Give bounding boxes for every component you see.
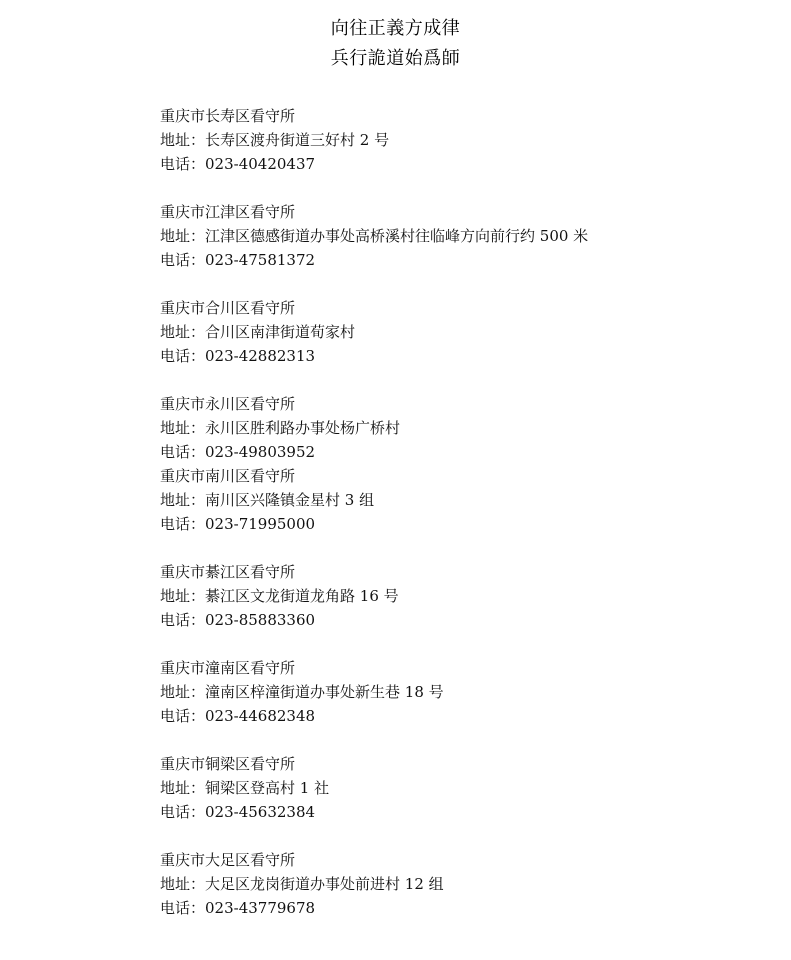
entry-name: 重庆市合川区看守所 (160, 299, 296, 317)
entry-qijiang (160, 560, 760, 632)
header-line-2: 兵行詭道始爲師 (330, 48, 461, 69)
entry-address: 地址：大足区龙岗街道办事处前进村 12 组 (160, 875, 444, 893)
entry-phone: 电话：023-71995000 (160, 515, 316, 533)
entry-jiangjin (160, 200, 760, 272)
entry-name: 重庆市南川区看守所 (160, 467, 296, 485)
header-line-1: 向往正義方成律 (330, 18, 461, 39)
entry-phone: 电话：023-43779678 (160, 899, 316, 917)
entry-phone: 电话：023-49803952 (160, 443, 316, 461)
entry-address: 地址：永川区胜利路办事处杨广桥村 (160, 419, 401, 437)
entry-name: 重庆市大足区看守所 (160, 851, 296, 869)
entry-tongnan (160, 656, 760, 728)
entry-address: 地址：綦江区文龙街道龙角路 16 号 (160, 587, 399, 605)
entry-yongchuan (160, 392, 760, 464)
entry-changshou (160, 104, 760, 176)
entry-address: 地址：长寿区渡舟街道三好村 2 号 (160, 131, 390, 149)
entry-phone: 电话：023-40420437 (160, 155, 316, 173)
entry-address: 地址：江津区德感街道办事处高桥溪村往临峰方向前行约 500 米 (160, 227, 589, 245)
entry-address: 地址：合川区南津街道荀家村 (160, 323, 356, 341)
entry-tongliang (160, 752, 760, 824)
entry-address: 地址：铜梁区登高村 1 社 (160, 779, 330, 797)
entry-phone: 电话：023-47581372 (160, 251, 316, 269)
entry-address: 地址：潼南区梓潼街道办事处新生巷 18 号 (160, 683, 444, 701)
entry-nanchuan (160, 464, 760, 536)
entry-phone: 电话：023-45632384 (160, 803, 316, 821)
entry-dazu (160, 848, 760, 920)
entry-name: 重庆市铜梁区看守所 (160, 755, 296, 773)
entry-name: 重庆市长寿区看守所 (160, 107, 296, 125)
entry-name: 重庆市江津区看守所 (160, 203, 296, 221)
entry-name: 重庆市綦江区看守所 (160, 563, 296, 581)
entry-name: 重庆市潼南区看守所 (160, 659, 296, 677)
entry-name: 重庆市永川区看守所 (160, 395, 296, 413)
document-header (0, 14, 791, 74)
entry-phone: 电话：023-85883360 (160, 611, 316, 629)
entry-phone: 电话：023-42882313 (160, 347, 316, 365)
entry-phone: 电话：023-44682348 (160, 707, 316, 725)
detention-center-list (160, 104, 760, 920)
entry-hechuan (160, 296, 760, 368)
entry-address: 地址：南川区兴隆镇金星村 3 组 (160, 491, 375, 509)
